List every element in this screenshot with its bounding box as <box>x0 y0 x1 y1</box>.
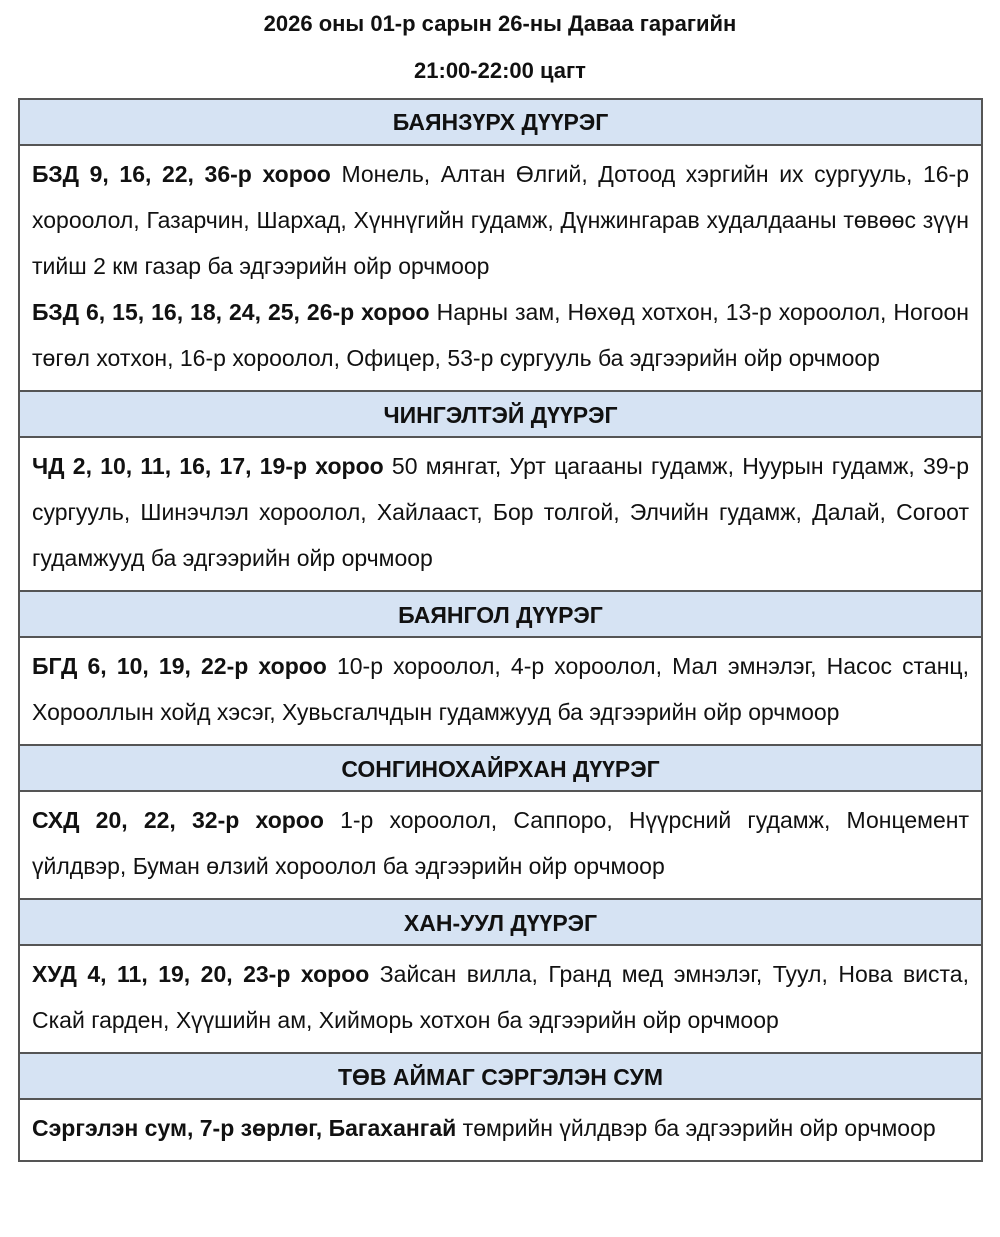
area-description: 1-р хороолол, Саппоро, Нүүрсний гудамж, Монцемент үйлдвэр, Буман өлзий хороолол ба эдгээрийн ойр орчмоор <box>32 807 969 879</box>
area-description: 10-р хороолол, 4-р хороолол, Мал эмнэлэг, Насос станц, Хорооллын хойд хэсэг, Хувьсгалчдын гудамжууд ба эдгээрийн ойр орчмоор <box>32 653 969 725</box>
khoroo-label: ЧД 2, 10, 11, 16, 17, 19-р хороо <box>32 453 384 479</box>
district-header-songinokhairkhan: СОНГИНОХАЙРХАН ДҮҮРЭГ <box>20 744 981 790</box>
area-description: 50 мянгат, Урт цагааны гудамж, Нуурын гудамж, 39-р сургууль, Шинэчлэл хороолол, Хайлааст, Бор толгой, Элчийн гудамж, Далай, Согоот гудамжууд ба эдгээрийн ойр орчмоор <box>32 453 969 571</box>
district-body-chingeltei <box>20 436 981 590</box>
area-entry <box>32 1105 969 1151</box>
time-range: 21:00-22:00 цагт <box>414 58 586 83</box>
area-description: Монель, Алтан Өлгий, Дотоод хэргийн их сургууль, 16-р хороолол, Газарчин, Шархад, Хүннүгийн гудамж, Дүнжингарав худалдааны төвөөс зүүн тийш 2 км газар ба эдгээрийн ойр орчмоор <box>32 161 970 279</box>
area-entry <box>32 643 969 735</box>
khoroo-label: СХД 20, 22, 32-р хороо <box>32 807 324 833</box>
area-entry <box>32 951 969 1043</box>
khoroo-label: ХУД 4, 11, 19, 20, 23-р хороо <box>32 961 370 987</box>
district-body-tuv-sergelen <box>20 1098 981 1160</box>
area-description: Зайсан вилла, Гранд мед эмнэлэг, Туул, Нова виста, Скай гарден, Хүүшийн ам, Хийморь хотхон ба эдгээрийн ойр орчмоор <box>32 961 969 1033</box>
area-entry <box>32 151 969 289</box>
district-body-bayanzurkh <box>20 144 981 390</box>
khoroo-label: Сэргэлэн сум, 7-р зөрлөг, Багахангай <box>32 1115 457 1141</box>
area-entry <box>32 443 969 581</box>
area-description: Нарны зам, Нөхөд хотхон, 13-р хороолол, Ногоон төгөл хотхон, 16-р хороолол, Офицер, 53-р сургууль ба эдгээрийн ойр орчмоор <box>32 299 969 371</box>
district-header-bayanzurkh: БАЯНЗҮРХ ДҮҮРЭГ <box>20 100 981 144</box>
district-header-bayangol: БАЯНГОЛ ДҮҮРЭГ <box>20 590 981 636</box>
khoroo-label: БГД 6, 10, 19, 22-р хороо <box>32 653 327 679</box>
area-entry <box>32 289 969 381</box>
schedule-table <box>18 98 983 1162</box>
district-header-chingeltei: ЧИНГЭЛТЭЙ ДҮҮРЭГ <box>20 390 981 436</box>
area-description: төмрийн үйлдвэр ба эдгээрийн ойр орчмоор <box>456 1115 936 1141</box>
district-header-khan-uul: ХАН-УУЛ ДҮҮРЭГ <box>20 898 981 944</box>
district-header-tuv-sergelen: ТӨВ АЙМАГ СЭРГЭЛЭН СУМ <box>20 1052 981 1098</box>
page-title: 2026 оны 01-р сарын 26-ны Даваа гарагийн <box>263 11 737 36</box>
khoroo-label: БЗД 9, 16, 22, 36-р хороо <box>32 161 331 187</box>
district-body-songinokhairkhan <box>20 790 981 898</box>
district-body-khan-uul <box>20 944 981 1052</box>
district-body-bayangol <box>20 636 981 744</box>
area-entry <box>32 797 969 889</box>
khoroo-label: БЗД 6, 15, 16, 18, 24, 25, 26-р хороо <box>32 299 430 325</box>
